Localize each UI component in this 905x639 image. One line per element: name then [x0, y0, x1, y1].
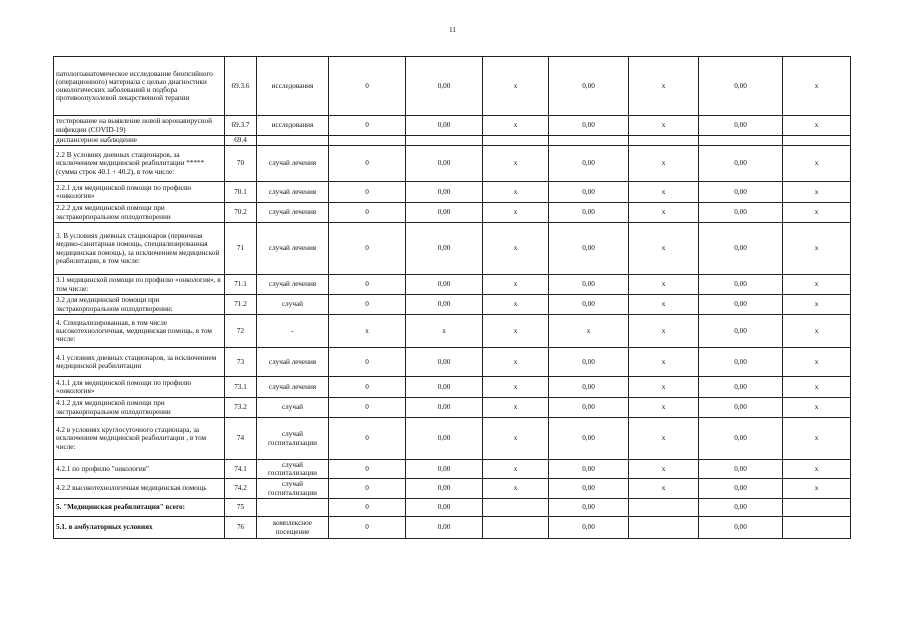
row-col7-cell: 0,00: [549, 517, 629, 539]
row-col9-cell: 0,00: [699, 182, 783, 203]
row-name-cell: патологоанатомическое исследование биопсийного (операционного) материала с целью диагностики онкологических заболеваний и подбора противоопухолевой лекарственной терапии: [54, 57, 225, 116]
row-code-cell: 71.2: [225, 295, 257, 315]
row-col5-cell: 0,00: [406, 479, 483, 499]
row-name-cell: 2.2.1 для медицинской помощи по профилю «онкология»: [54, 182, 225, 203]
row-unit-cell: случай госпитализации: [257, 460, 329, 479]
row-col10-cell: х: [783, 315, 851, 348]
row-code-cell: 71.1: [225, 275, 257, 295]
row-col9-cell: 0,00: [699, 460, 783, 479]
row-name-cell: 2.2 В условиях дневных стационаров, за исключением медицинской реабилитации ***** (сумма строк 40.1 + 40.2), в том числе:: [54, 146, 225, 182]
row-col6-cell: х: [483, 295, 549, 315]
row-col5-cell: 0,00: [406, 460, 483, 479]
row-code-cell: 69.3.7: [225, 116, 257, 136]
row-code-cell: 69.3.6: [225, 57, 257, 116]
table-row: [54, 460, 851, 479]
table-row: [54, 517, 851, 539]
row-col6-cell: х: [483, 223, 549, 275]
row-col4-cell: 0: [329, 57, 406, 116]
row-col5-cell: 0,00: [406, 57, 483, 116]
row-col6-cell: х: [483, 460, 549, 479]
row-col8-cell: [629, 136, 699, 146]
row-col4-cell: 0: [329, 295, 406, 315]
row-col6-cell: х: [483, 146, 549, 182]
row-code-cell: 71: [225, 223, 257, 275]
row-col10-cell: х: [783, 479, 851, 499]
row-col5-cell: 0,00: [406, 348, 483, 377]
row-col9-cell: 0,00: [699, 315, 783, 348]
row-col8-cell: х: [629, 348, 699, 377]
row-col8-cell: х: [629, 315, 699, 348]
row-col8-cell: х: [629, 479, 699, 499]
row-col7-cell: 0,00: [549, 418, 629, 460]
row-col8-cell: х: [629, 398, 699, 418]
row-col5-cell: 0,00: [406, 517, 483, 539]
row-col6-cell: х: [483, 418, 549, 460]
row-code-cell: 70.1: [225, 182, 257, 203]
row-name-cell: 2.2.2 для медицинской помощи при экстракорпоральном оплодотворении: [54, 203, 225, 223]
row-col7-cell: 0,00: [549, 146, 629, 182]
row-col9-cell: [699, 136, 783, 146]
row-col9-cell: 0,00: [699, 275, 783, 295]
row-name-cell: 4.2 в условиях круглосуточного стационара, за исключением медицинской реабилитации , в том числе:: [54, 418, 225, 460]
row-col8-cell: х: [629, 418, 699, 460]
table-row: [54, 146, 851, 182]
row-unit-cell: [257, 499, 329, 517]
row-col6-cell: х: [483, 479, 549, 499]
row-col4-cell: 0: [329, 418, 406, 460]
row-col10-cell: х: [783, 295, 851, 315]
row-col5-cell: 0,00: [406, 146, 483, 182]
row-col10-cell: х: [783, 203, 851, 223]
table-body: [54, 57, 851, 539]
row-name-cell: 3.1 медицинской помощи по профилю «онкология», в том числе:: [54, 275, 225, 295]
row-code-cell: 74: [225, 418, 257, 460]
row-col5-cell: 0,00: [406, 418, 483, 460]
row-col9-cell: 0,00: [699, 418, 783, 460]
row-col6-cell: [483, 136, 549, 146]
row-col9-cell: 0,00: [699, 479, 783, 499]
row-col5-cell: 0,00: [406, 182, 483, 203]
table-row: [54, 203, 851, 223]
table-row: [54, 116, 851, 136]
row-code-cell: 70.2: [225, 203, 257, 223]
row-code-cell: 74.1: [225, 460, 257, 479]
row-col6-cell: х: [483, 348, 549, 377]
row-col6-cell: х: [483, 315, 549, 348]
row-col10-cell: х: [783, 418, 851, 460]
row-col8-cell: х: [629, 377, 699, 398]
table-row: [54, 182, 851, 203]
row-unit-cell: [257, 136, 329, 146]
row-col6-cell: х: [483, 182, 549, 203]
row-col6-cell: х: [483, 57, 549, 116]
row-col5-cell: 0,00: [406, 223, 483, 275]
row-col6-cell: х: [483, 398, 549, 418]
row-code-cell: 74.2: [225, 479, 257, 499]
row-unit-cell: случай лечения: [257, 146, 329, 182]
row-col4-cell: 0: [329, 116, 406, 136]
row-name-cell: 4.2.2 высокотехнологичная медицинская помощь: [54, 479, 225, 499]
row-col7-cell: 0,00: [549, 182, 629, 203]
row-name-cell: 3. В условиях дневных стационаров (первичная медико-санитарная помощь, специализированная медицинская помощь), за исключением медицинской реабилитации, в том числе:: [54, 223, 225, 275]
table-row: [54, 418, 851, 460]
row-code-cell: 76: [225, 517, 257, 539]
row-col5-cell: 0,00: [406, 116, 483, 136]
row-col7-cell: 0,00: [549, 398, 629, 418]
table-row: [54, 275, 851, 295]
row-col9-cell: 0,00: [699, 295, 783, 315]
row-col9-cell: 0,00: [699, 223, 783, 275]
row-col5-cell: 0,00: [406, 499, 483, 517]
row-code-cell: 69.4: [225, 136, 257, 146]
row-unit-cell: случай лечения: [257, 377, 329, 398]
row-name-cell: 4.1.2 для медицинской помощи при экстракорпоральном оплодотворении: [54, 398, 225, 418]
row-col4-cell: 0: [329, 223, 406, 275]
row-col4-cell: х: [329, 315, 406, 348]
row-code-cell: 73.2: [225, 398, 257, 418]
row-col10-cell: х: [783, 398, 851, 418]
row-col7-cell: 0,00: [549, 57, 629, 116]
row-col6-cell: [483, 499, 549, 517]
row-col5-cell: 0,00: [406, 275, 483, 295]
row-code-cell: 73: [225, 348, 257, 377]
row-col5-cell: 0,00: [406, 203, 483, 223]
table-row: [54, 377, 851, 398]
row-col5-cell: 0,00: [406, 377, 483, 398]
row-col4-cell: 0: [329, 499, 406, 517]
row-col4-cell: 0: [329, 182, 406, 203]
row-col10-cell: х: [783, 116, 851, 136]
row-col6-cell: [483, 517, 549, 539]
row-name-cell: 4.2.1 по профилю "онкология": [54, 460, 225, 479]
row-col6-cell: х: [483, 377, 549, 398]
row-col8-cell: х: [629, 295, 699, 315]
row-col8-cell: х: [629, 203, 699, 223]
row-col7-cell: 0,00: [549, 203, 629, 223]
row-col7-cell: 0,00: [549, 348, 629, 377]
row-col7-cell: 0,00: [549, 295, 629, 315]
row-col8-cell: х: [629, 460, 699, 479]
table-row: [54, 348, 851, 377]
row-code-cell: 75: [225, 499, 257, 517]
table-row: [54, 479, 851, 499]
row-col7-cell: [549, 136, 629, 146]
row-col4-cell: 0: [329, 146, 406, 182]
row-col9-cell: 0,00: [699, 203, 783, 223]
row-col6-cell: х: [483, 116, 549, 136]
row-col7-cell: 0,00: [549, 223, 629, 275]
row-name-cell: 4.1 условиях дневных стационаров, за исключением медицинской реабилитации: [54, 348, 225, 377]
row-col9-cell: 0,00: [699, 57, 783, 116]
row-col6-cell: х: [483, 275, 549, 295]
row-col4-cell: 0: [329, 203, 406, 223]
row-name-cell: 3.2 для медицинской помощи при экстракорпоральном оплодотворении:: [54, 295, 225, 315]
row-col4-cell: 0: [329, 377, 406, 398]
row-col8-cell: х: [629, 116, 699, 136]
table-row: [54, 315, 851, 348]
row-unit-cell: случай лечения: [257, 203, 329, 223]
row-col4-cell: 0: [329, 517, 406, 539]
row-col8-cell: х: [629, 223, 699, 275]
row-name-cell: 4.1.1 для медицинской помощи по профилю «онкология»: [54, 377, 225, 398]
row-col5-cell: х: [406, 315, 483, 348]
row-name-cell: диспансерное наблюдение: [54, 136, 225, 146]
row-col8-cell: х: [629, 146, 699, 182]
row-col10-cell: х: [783, 223, 851, 275]
row-col5-cell: [406, 136, 483, 146]
row-col7-cell: 0,00: [549, 479, 629, 499]
row-col5-cell: 0,00: [406, 295, 483, 315]
row-code-cell: 70: [225, 146, 257, 182]
row-col8-cell: х: [629, 275, 699, 295]
row-col8-cell: х: [629, 57, 699, 116]
row-name-cell: 4. Специализированная, в том числе высокотехнологичная, медицинская помощь, в том числе:: [54, 315, 225, 348]
row-code-cell: 73.1: [225, 377, 257, 398]
row-col7-cell: 0,00: [549, 275, 629, 295]
row-unit-cell: случай лечения: [257, 275, 329, 295]
row-unit-cell: случай госпитализации: [257, 418, 329, 460]
row-col9-cell: 0,00: [699, 517, 783, 539]
row-col4-cell: 0: [329, 479, 406, 499]
table-row: [54, 136, 851, 146]
row-col9-cell: 0,00: [699, 377, 783, 398]
row-col9-cell: 0,00: [699, 348, 783, 377]
row-col10-cell: х: [783, 146, 851, 182]
table-row: [54, 295, 851, 315]
row-col8-cell: х: [629, 182, 699, 203]
row-col4-cell: 0: [329, 348, 406, 377]
row-col10-cell: [783, 136, 851, 146]
row-col10-cell: х: [783, 377, 851, 398]
row-col9-cell: 0,00: [699, 116, 783, 136]
row-col7-cell: 0,00: [549, 499, 629, 517]
row-unit-cell: случай: [257, 398, 329, 418]
row-name-cell: 5. "Медицинская реабилитация" всего:: [54, 499, 225, 517]
row-unit-cell: случай госпитализации: [257, 479, 329, 499]
row-col6-cell: х: [483, 203, 549, 223]
row-col10-cell: [783, 499, 851, 517]
row-col10-cell: х: [783, 460, 851, 479]
row-unit-cell: случай: [257, 295, 329, 315]
row-col4-cell: 0: [329, 398, 406, 418]
row-unit-cell: случай лечения: [257, 223, 329, 275]
page-number: 11: [449, 26, 456, 34]
row-col8-cell: [629, 517, 699, 539]
row-name-cell: тестирование на выявление новой коронавирусной инфекции (COVID-19): [54, 116, 225, 136]
row-col4-cell: [329, 136, 406, 146]
row-unit-cell: исследования: [257, 57, 329, 116]
row-col7-cell: 0,00: [549, 116, 629, 136]
row-col7-cell: 0,00: [549, 460, 629, 479]
row-name-cell: 5.1. в амбулаторных условиях: [54, 517, 225, 539]
row-col10-cell: х: [783, 275, 851, 295]
table-row: [54, 499, 851, 517]
row-code-cell: 72: [225, 315, 257, 348]
row-col4-cell: 0: [329, 460, 406, 479]
data-table: [53, 56, 851, 539]
row-unit-cell: -: [257, 315, 329, 348]
row-col10-cell: [783, 517, 851, 539]
table-row: [54, 57, 851, 116]
row-col7-cell: х: [549, 315, 629, 348]
row-col10-cell: х: [783, 348, 851, 377]
table-row: [54, 398, 851, 418]
row-unit-cell: комплексное посещение: [257, 517, 329, 539]
row-col7-cell: 0,00: [549, 377, 629, 398]
row-col4-cell: 0: [329, 275, 406, 295]
row-unit-cell: случай лечения: [257, 182, 329, 203]
row-col10-cell: х: [783, 182, 851, 203]
row-col5-cell: 0,00: [406, 398, 483, 418]
row-unit-cell: случай лечения: [257, 348, 329, 377]
row-unit-cell: исследования: [257, 116, 329, 136]
row-col10-cell: х: [783, 57, 851, 116]
row-col9-cell: 0,00: [699, 146, 783, 182]
row-col9-cell: 0,00: [699, 499, 783, 517]
row-col8-cell: [629, 499, 699, 517]
row-col9-cell: 0,00: [699, 398, 783, 418]
table-row: [54, 223, 851, 275]
